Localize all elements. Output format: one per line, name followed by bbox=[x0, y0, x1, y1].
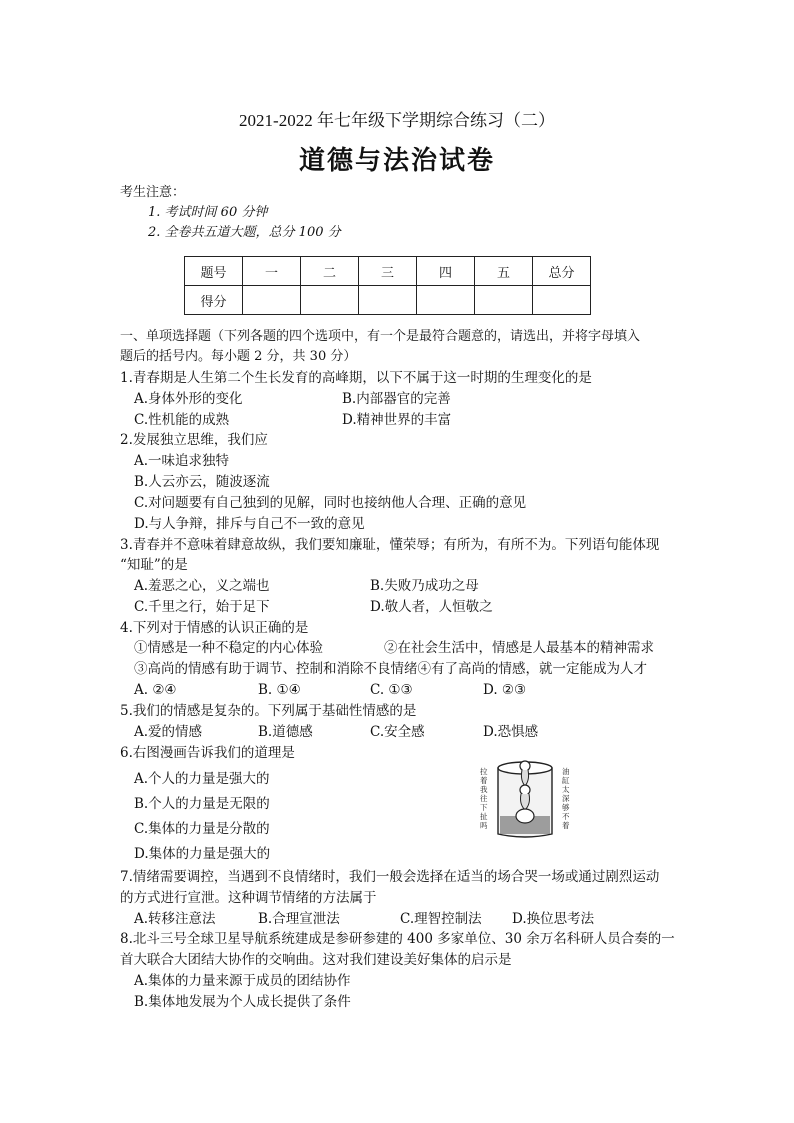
question-6-option-a: A.个人的力量是强大的 bbox=[134, 771, 270, 787]
question-4-option-c: C. ①③ bbox=[370, 682, 413, 698]
score-cell[interactable] bbox=[243, 286, 301, 315]
question-4-statement-3-4: ③高尚的情感有助于调节、控制和消除不良情绪④有了高尚的情感，就一定能成为人才 bbox=[134, 661, 647, 677]
question-3-option-d: D.敬人者，人恒敬之 bbox=[370, 599, 493, 615]
score-header-cell: 二 bbox=[301, 257, 359, 286]
exam-title-subject: 道德与法治试卷 bbox=[298, 146, 495, 176]
question-3-option-b: B.失败乃成功之母 bbox=[370, 578, 479, 594]
section1-instructions-line1: 一、单项选择题（下列各题的四个选项中，有一个是最符合题意的，请选出，并将字母填入 bbox=[120, 329, 641, 344]
score-cell[interactable] bbox=[417, 286, 475, 315]
section1-instructions-line2: 题后的括号内。每小题 2 分，共 30 分） bbox=[120, 349, 357, 364]
cartoon-right-char: 太 bbox=[562, 785, 570, 794]
score-header-cell: 三 bbox=[359, 257, 417, 286]
question-2-option-a: A.一味追求独特 bbox=[134, 453, 230, 469]
question-7-stem-line2: 的方式进行宣泄。这种调节情绪的方法属于 bbox=[120, 890, 377, 906]
question-8-option-b: B.集体地发展为个人成长提供了条件 bbox=[134, 994, 351, 1010]
score-header-cell: 四 bbox=[417, 257, 475, 286]
cartoon-right-char: 深 bbox=[562, 794, 570, 803]
cartoon-right-char: 着 bbox=[562, 821, 570, 830]
cartoon-left-char: 着 bbox=[480, 776, 488, 785]
score-table bbox=[184, 256, 591, 315]
question-2-stem: 2.发展独立思维，我们应 bbox=[120, 432, 268, 448]
question-1-option-c: C.性机能的成熟 bbox=[134, 412, 230, 428]
score-table-header-row bbox=[185, 257, 591, 286]
score-header-cell: 五 bbox=[475, 257, 533, 286]
question-1-option-d: D.精神世界的丰富 bbox=[342, 412, 452, 428]
question-4-statement-2: ②在社会生活中，情感是人最基本的精神需求 bbox=[384, 640, 654, 656]
question-5-option-d: D.恐惧感 bbox=[483, 724, 539, 740]
question-7-stem-line1: 7.情绪需要调控，当遇到不良情绪时，我们一般会选择在适当的场合哭一场或通过剧烈运动 bbox=[120, 869, 660, 885]
question-7-option-d: D.换位思考法 bbox=[512, 911, 595, 927]
cartoon-right-char: 油 bbox=[562, 767, 570, 776]
question-1-option-a: A.身体外形的变化 bbox=[134, 391, 243, 407]
question-5-stem: 5.我们的情感是复杂的。下列属于基础性情感的是 bbox=[120, 703, 417, 719]
question-3-stem-line2: “知耻”的是 bbox=[120, 557, 188, 573]
cartoon-left-char: 我 bbox=[480, 785, 488, 794]
score-cell[interactable] bbox=[533, 286, 591, 315]
cartoon-image bbox=[470, 754, 580, 844]
score-row-label: 得分 bbox=[185, 286, 243, 315]
question-2-option-b: B.人云亦云，随波逐流 bbox=[134, 474, 270, 490]
notice-item: 2. 全卷共五道大题，总分 100 分 bbox=[148, 225, 341, 240]
question-8-stem-line1: 8.北斗三号全球卫星导航系统建成是参研参建的 400 多家单位、30 余万名科研人员合奏的一 bbox=[120, 931, 675, 947]
cartoon-mouse-top bbox=[520, 761, 530, 771]
question-4-statement-1: ①情感是一种不稳定的内心体验 bbox=[134, 640, 323, 656]
question-1-option-b: B.内部器官的完善 bbox=[342, 391, 451, 407]
question-5-option-a: A.爱的情感 bbox=[134, 724, 203, 740]
question-4-option-d: D. ②③ bbox=[483, 682, 527, 698]
question-4-stem: 4.下列对于情感的认识正确的是 bbox=[120, 620, 309, 636]
question-7-option-c: C.理智控制法 bbox=[400, 911, 482, 927]
notice-heading: 考生注意： bbox=[120, 185, 186, 200]
question-6-option-c: C.集体的力量是分散的 bbox=[134, 821, 270, 837]
cartoon-right-char: 缸 bbox=[562, 776, 570, 785]
cartoon-left-char: 往 bbox=[480, 794, 488, 803]
cartoon-mouse-2 bbox=[520, 785, 530, 795]
question-6-option-b: B.个人的力量是无限的 bbox=[134, 796, 270, 812]
question-4-option-b: B. ①④ bbox=[258, 682, 301, 698]
score-cell[interactable] bbox=[301, 286, 359, 315]
score-cell[interactable] bbox=[475, 286, 533, 315]
cartoon-mouse-bottom bbox=[516, 809, 534, 823]
score-cell[interactable] bbox=[359, 286, 417, 315]
question-7-option-b: B.合理宣泄法 bbox=[258, 911, 340, 927]
question-3-stem-line1: 3.青春并不意味着肆意故纵，我们要知廉耻，懂荣辱；有所为，有所不为。下列语句能体现 bbox=[120, 537, 660, 553]
cartoon-left-char: 下 bbox=[480, 803, 488, 812]
question-6-stem: 6.右图漫画告诉我们的道理是 bbox=[120, 745, 295, 761]
question-1-stem: 1.青春期是人生第二个生长发育的高峰期，以下不属于这一时期的生理变化的是 bbox=[120, 370, 592, 386]
cartoon-right-char: 够 bbox=[562, 803, 570, 812]
question-3-option-a: A.羞恶之心，义之端也 bbox=[134, 578, 270, 594]
cartoon-left-char: 扯 bbox=[480, 812, 488, 821]
question-3-option-c: C.千里之行，始于足下 bbox=[134, 599, 270, 615]
question-2-option-d: D.与人争辩，排斥与自己不一致的意见 bbox=[134, 516, 365, 532]
score-header-cell: 总分 bbox=[533, 257, 591, 286]
question-6-option-d: D.集体的力量是强大的 bbox=[134, 846, 271, 862]
question-5-option-b: B.道德感 bbox=[258, 724, 313, 740]
score-header-cell: 题号 bbox=[185, 257, 243, 286]
cartoon-right-char: 不 bbox=[562, 812, 570, 821]
score-header-cell: 一 bbox=[243, 257, 301, 286]
notice-item: 1. 考试时间 60 分钟 bbox=[148, 205, 268, 220]
cartoon-illustration bbox=[470, 754, 580, 844]
question-7-option-a: A.转移注意法 bbox=[134, 911, 216, 927]
exam-title-line1: 2021-2022 年七年级下学期综合练习（二） bbox=[239, 111, 555, 130]
cartoon-left-char: 拉 bbox=[480, 767, 488, 776]
cartoon-left-char: 吗 bbox=[480, 821, 488, 830]
question-8-option-a: A.集体的力量来源于成员的团结协作 bbox=[134, 973, 351, 989]
score-table-score-row bbox=[185, 286, 591, 315]
question-4-option-a: A. ②④ bbox=[134, 682, 177, 698]
question-2-option-c: C.对问题要有自己独到的见解，同时也接纳他人合理、正确的意见 bbox=[134, 495, 527, 511]
question-5-option-c: C.安全感 bbox=[370, 724, 425, 740]
question-8-stem-line2: 首大联合大团结大协作的交响曲。这对我们建设美好集体的启示是 bbox=[120, 952, 512, 968]
